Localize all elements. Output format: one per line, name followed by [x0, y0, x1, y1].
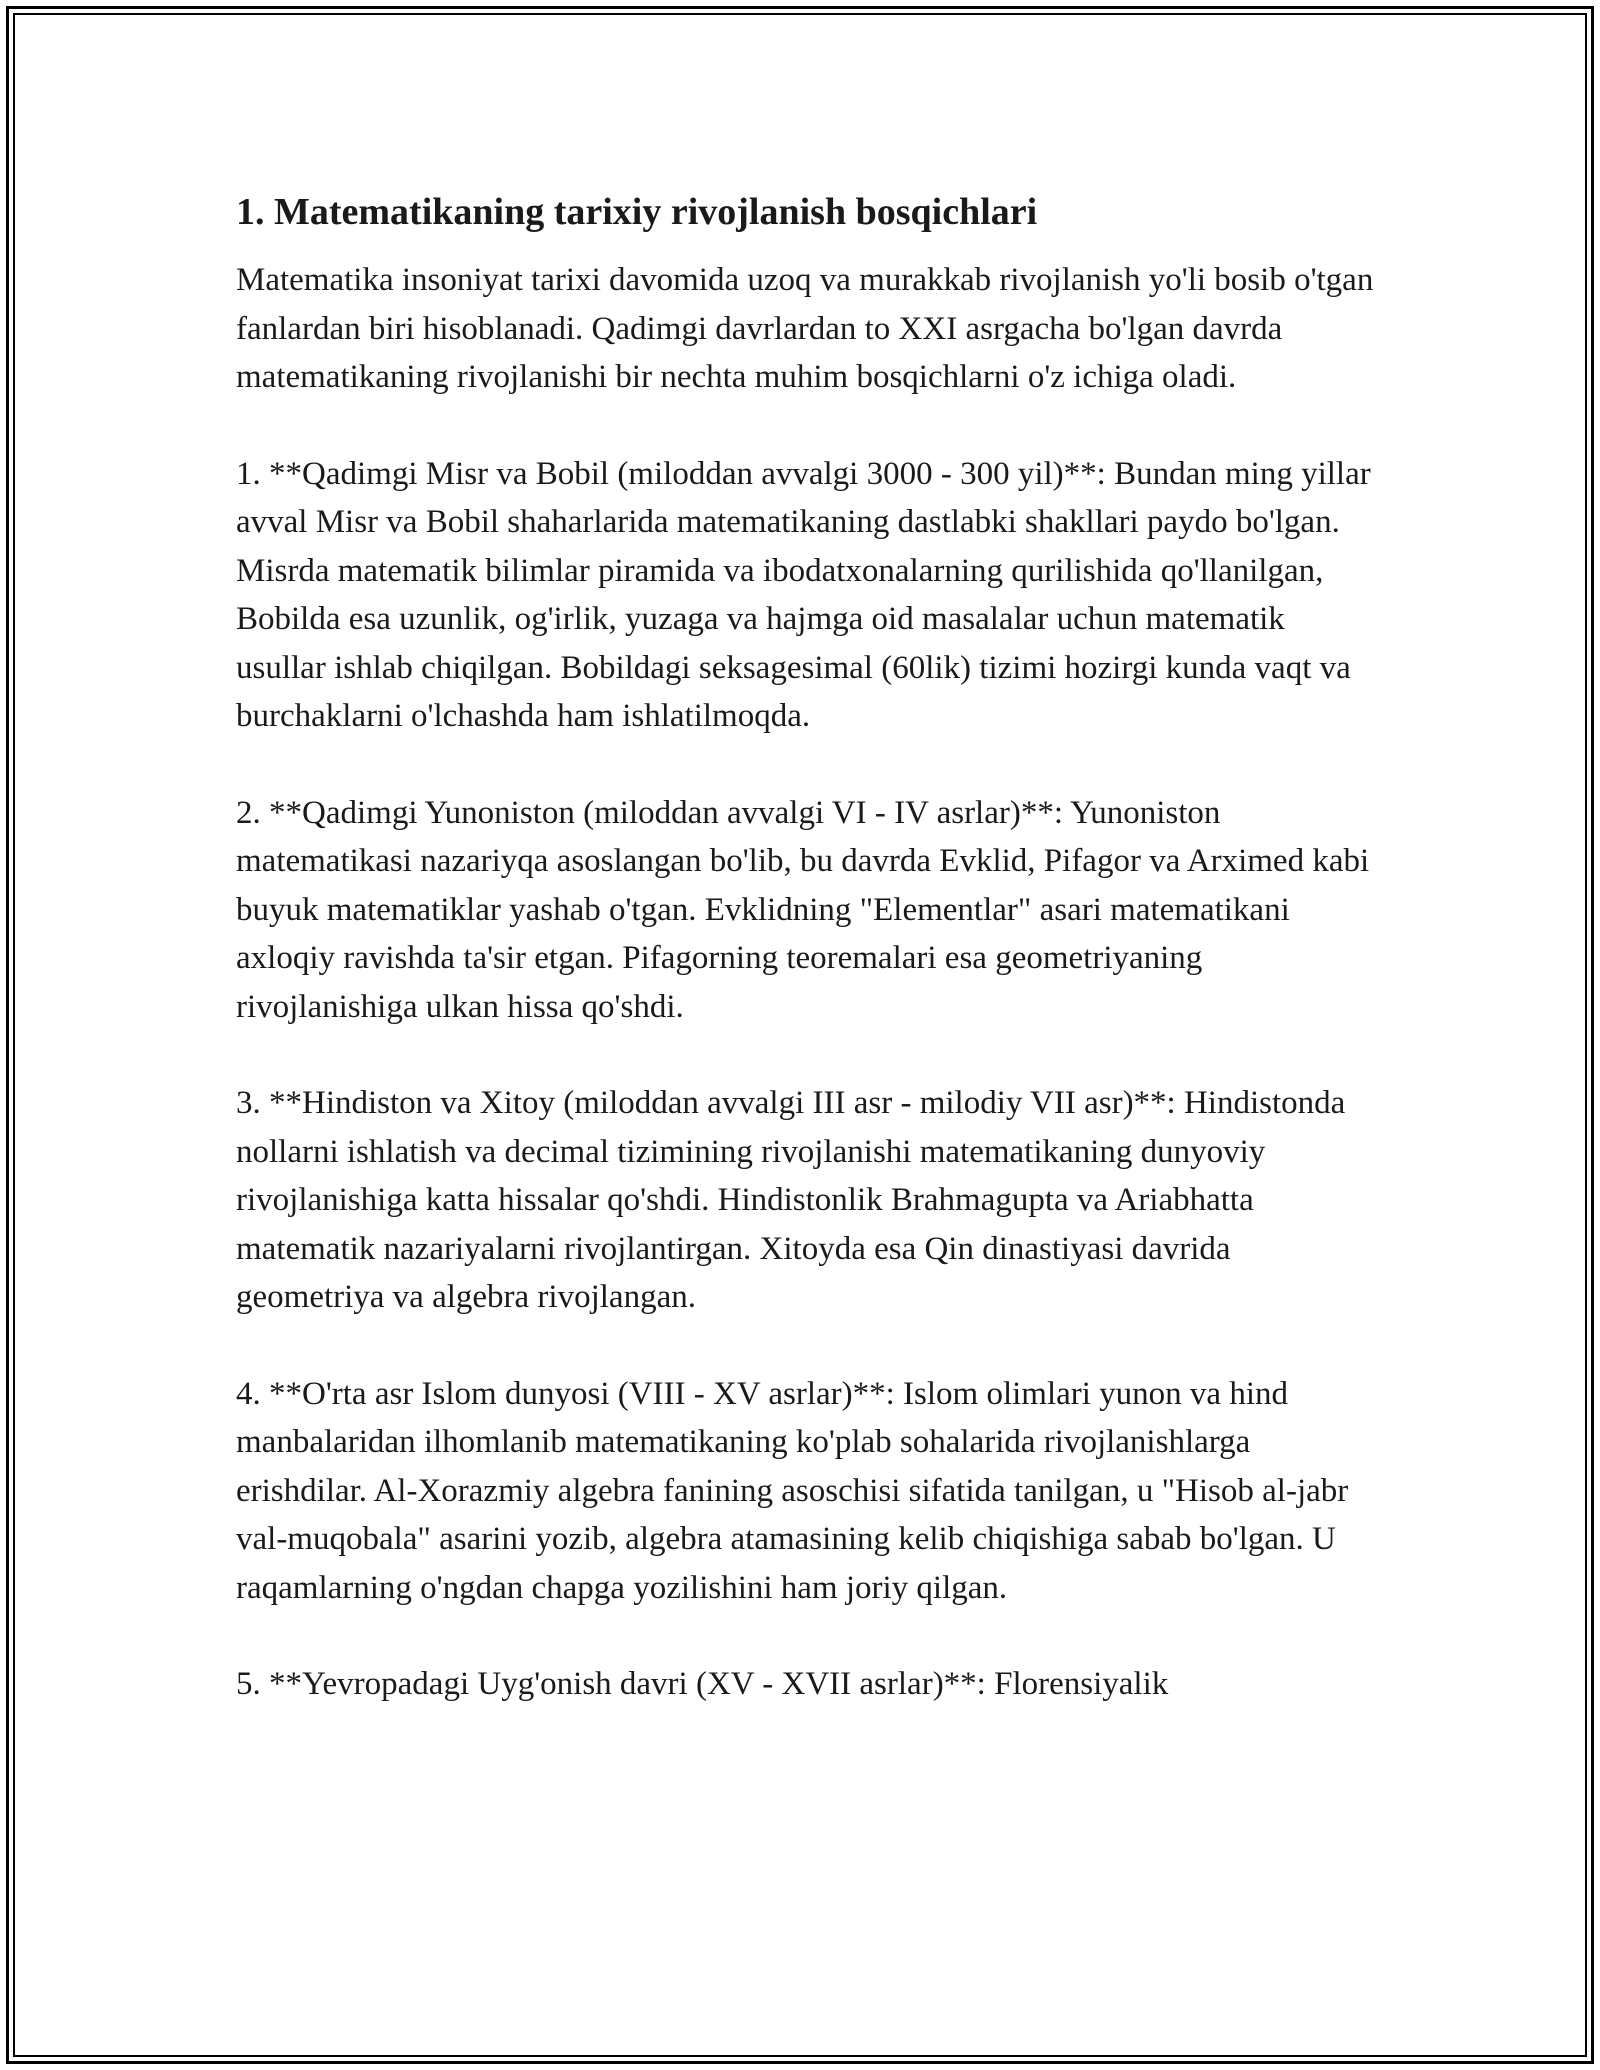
document-title: 1. Matematikaning tarixiy rivojlanish bosqichlari [236, 191, 1038, 233]
stage-4-paragraph: 4. **O'rta asr Islom dunyosi (VIII - XV asrlar)**: Islom olimlari yunon va hind manbalaridan ilhomlanib matematikaning ko'plab sohalarida rivojlanishlarga erishdilar. Al-Xorazmiy algebra fanining asoschisi sifatida tanilgan, u "Hisob al-jabr val-muqobala" asarini yozib, algebra atamasining kelib chiqishiga sabab bo'lgan. U raqamlarning o'ngdan chapga yozilishini ham joriy qilgan. [236, 1375, 1349, 1606]
intro-paragraph: Matematika insoniyat tarixi davomida uzoq va murakkab rivojlanish yo'li bosib o'tgan fanlardan biri hisoblanadi. Qadimgi davrlardan to XXI asrgacha bo'lgan davrda matematikaning rivojlanishi bir nechta muhim bosqichlarni o'z ichiga oladi. [236, 262, 1374, 395]
stage-5-paragraph: 5. **Yevropadagi Uyg'onish davri (XV - XVII asrlar)**: Florensiyalik [236, 1666, 1169, 1702]
stage-2-paragraph: 2. **Qadimgi Yunoniston (miloddan avvalgi VI - IV asrlar)**: Yunoniston matematikasi nazariyqa asoslangan bo'lib, bu davrda Evklid, Pifagor va Arximed kabi buyuk matematiklar yashab o'tgan. Evklidning "Elementlar" asari matematikani axloqiy ravishda ta'sir etgan. Pifagorning teoremalari esa geometriyaning rivojlanishiga ulkan hissa qo'shdi. [236, 794, 1370, 1025]
stage-1-paragraph: 1. **Qadimgi Misr va Bobil (miloddan avvalgi 3000 - 300 yil)**: Bundan ming yillar avval Misr va Bobil shaharlarida matematikaning dastlabki shakllari paydo bo'lgan. Misrda matematik bilimlar piramida va ibodatxonalarning qurilishida qo'llanilgan, Bobilda esa uzunlik, og'irlik, yuzaga va hajmga oid masalalar uchun matematik usullar ishlab chiqilgan. Bobildagi seksagesimal (60lik) tizimi hozirgi kunda vaqt va burchaklarni o'lchashda ham ishlatilmoqda. [236, 455, 1371, 734]
document-body [236, 188, 1376, 1709]
stage-3-paragraph: 3. **Hindiston va Xitoy (miloddan avvalgi III asr - milodiy VII asr)**: Hindistonda nollarni ishlatish va decimal tizimining rivojlanishi matematikaning dunyoviy rivojlanishiga katta hissalar qo'shdi. Hindistonlik Brahmagupta va Ariabhatta matematik nazariyalarni rivojlantirgan. Xitoyda esa Qin dinastiyasi davrida geometriya va algebra rivojlangan. [236, 1085, 1346, 1315]
